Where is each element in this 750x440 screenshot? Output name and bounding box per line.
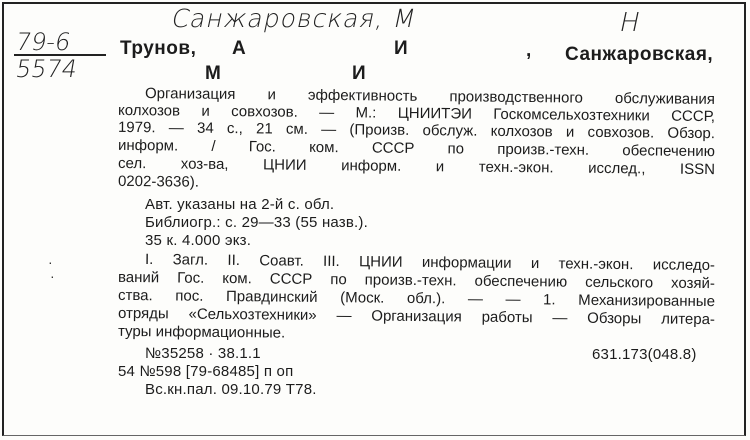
description-line: Организация и эффективность производственного обслуживания [144, 85, 716, 108]
tracing-line: туры информационные. [117, 322, 286, 342]
tracing-line: I. Загл. II. Соавт. III. ЦНИИ информации и техн.-экон. исследо- [144, 251, 716, 274]
note-line: Библиогр.: с. 29—33 (55 назв.). [145, 214, 368, 231]
shelf-code-upper: 79-6 [13, 28, 73, 56]
note-line: Авт. указаны на 2-й с. обл. [145, 196, 335, 213]
coauthor-initial-patronymic: И [352, 63, 367, 84]
description-line: 1979. — 34 с., 21 см. — (Произв. обслуж. колхозов и совхозов. Обзор. [117, 118, 716, 143]
margin-mark: · [50, 268, 55, 284]
heading-comma: , [526, 40, 532, 61]
description-line: колхозов и совхозов. — М.: ЦНИИТЭИ Госкомсельхозтехники СССР, [117, 101, 716, 126]
classification-index: 631.173(048.8) [592, 346, 697, 363]
description-line: 0202-3636). [117, 172, 200, 191]
order-line: 54 №598 [79-68485] п оп [118, 363, 294, 380]
tracing-line: ваний Гос. ком. СССР по произв.-техн. обеспечению сельского хозяй- [117, 268, 716, 293]
author-initial-patronymic: И [394, 38, 409, 59]
card-border [2, 2, 746, 436]
coauthor-initial-first: М [205, 63, 222, 84]
tracing-line: ства. пос. Правдинский (Моск. обл.). — — 1. Механизированные [117, 286, 716, 311]
tracing-line: отряды «Сельхозтехники» — Организация работы — Обзоры литера- [117, 304, 716, 329]
handwritten-mark: Н [616, 8, 643, 38]
margin-mark: · [48, 254, 53, 270]
card-number: №35258 · 38.1.1 [145, 345, 261, 362]
book-chamber-line: Вс.кн.пал. 09.10.79 Т78. [145, 381, 317, 398]
coauthor-surname: Санжаровская, [565, 44, 714, 65]
note-line: 35 к. 4.000 экз. [145, 232, 252, 249]
handwritten-heading: Санжаровская, М [168, 4, 420, 33]
author-surname: Трунов, [120, 38, 197, 59]
description-line: сел. хоз-ва, ЦНИИ информ. и техн.-экон. исслед., ISSN [117, 154, 716, 179]
author-initial-first: А [232, 38, 247, 59]
description-line: информ. / Гос. ком. СССР по произв.-техн. обеспечению [117, 136, 716, 161]
shelf-code-lower: 5574 [13, 55, 80, 83]
